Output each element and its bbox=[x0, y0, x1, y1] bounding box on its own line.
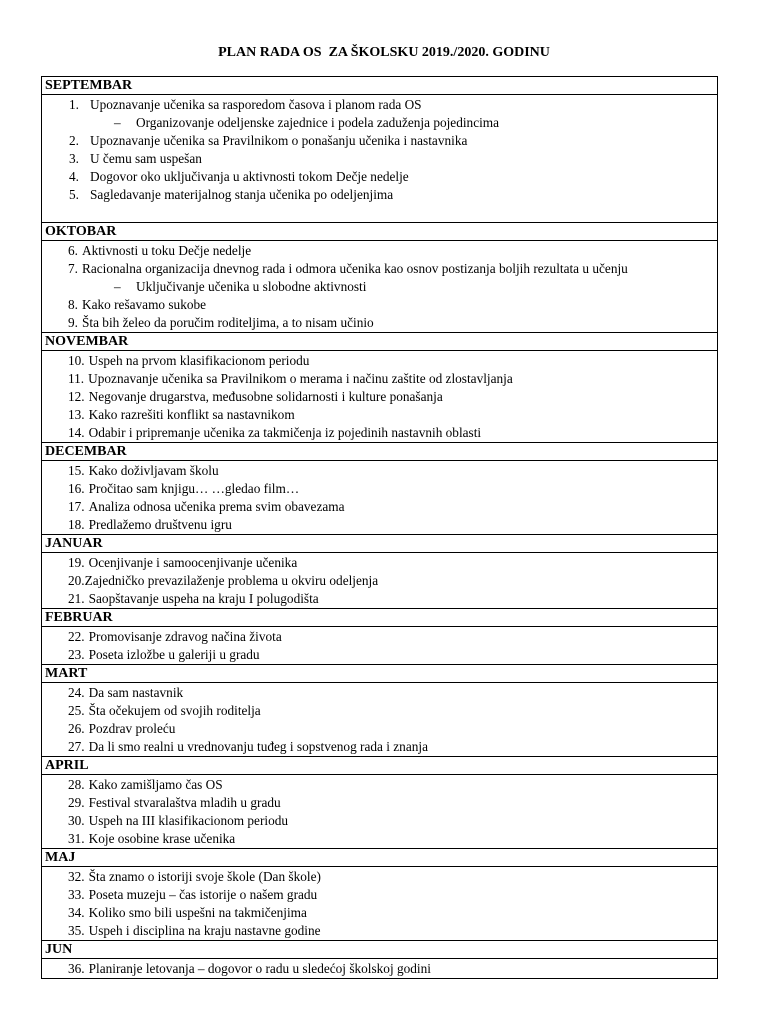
item-number: 20. bbox=[68, 573, 85, 588]
item-number: 23. bbox=[68, 647, 85, 662]
plan-item bbox=[42, 812, 717, 830]
plan-item bbox=[42, 370, 717, 388]
item-text: Organizovanje odeljenske zajednice i podela zaduženja pojedincima bbox=[136, 115, 500, 130]
item-text: Promovisanje zdravog načina života bbox=[88, 629, 282, 644]
plan-item bbox=[42, 388, 717, 406]
item-number: 33. bbox=[68, 887, 85, 902]
item-text: Dogovor oko uključivanja u aktivnosti tokom Dečje nedelje bbox=[90, 169, 409, 184]
item-number: 14. bbox=[68, 425, 85, 440]
plan-item bbox=[42, 904, 717, 922]
month-header: JANUAR bbox=[42, 535, 717, 553]
month-items bbox=[42, 867, 717, 940]
plan-item bbox=[42, 794, 717, 812]
plan-item bbox=[42, 628, 717, 646]
item-text: Kako rešavamo sukobe bbox=[81, 297, 207, 312]
month-header: DECEMBAR bbox=[42, 443, 717, 461]
item-text: Poseta izložbe u galeriji u gradu bbox=[88, 647, 260, 662]
item-number: 24. bbox=[68, 685, 85, 700]
month-block bbox=[42, 848, 717, 940]
item-number: 7. bbox=[68, 261, 78, 276]
item-text: Negovanje drugarstva, međusobne solidarnosti i kulture ponašanja bbox=[88, 389, 443, 404]
item-text: Upoznavanje učenika sa Pravilnikom o merama i načinu zaštite od zlostavljanja bbox=[88, 371, 513, 386]
item-text: Uspeh i disciplina na kraju nastavne godine bbox=[88, 923, 321, 938]
item-number: 18. bbox=[68, 517, 85, 532]
item-number: 10. bbox=[68, 353, 85, 368]
plan-item bbox=[42, 684, 717, 702]
item-number: 26. bbox=[68, 721, 85, 736]
plan-item bbox=[42, 424, 717, 442]
item-text: Upoznavanje učenika sa rasporedom časova i planom rada OS bbox=[90, 97, 422, 112]
plan-item bbox=[42, 186, 717, 204]
item-number: 3. bbox=[69, 151, 79, 166]
item-text: Poseta muzeju – čas istorije o našem gradu bbox=[88, 887, 318, 902]
sub-item bbox=[42, 114, 717, 132]
item-number: 22. bbox=[68, 629, 85, 644]
month-block bbox=[42, 77, 717, 222]
item-number: 6. bbox=[68, 243, 78, 258]
item-number: 17. bbox=[68, 499, 85, 514]
plan-item bbox=[42, 260, 717, 278]
plan-item bbox=[42, 150, 717, 168]
plan-item bbox=[42, 554, 717, 572]
item-number: 32. bbox=[68, 869, 85, 884]
plan-item bbox=[42, 886, 717, 904]
month-block bbox=[42, 442, 717, 534]
item-text: Predlažemo društvenu igru bbox=[88, 517, 232, 532]
plan-item bbox=[42, 830, 717, 848]
month-block bbox=[42, 222, 717, 332]
plan-item bbox=[42, 132, 717, 150]
item-text: Analiza odnosa učenika prema svim obavezama bbox=[88, 499, 345, 514]
plan-item bbox=[42, 646, 717, 664]
item-text: Šta očekujem od svojih roditelja bbox=[88, 703, 261, 718]
plan-item bbox=[42, 314, 717, 332]
month-header: APRIL bbox=[42, 757, 717, 775]
item-text: Odabir i pripremanje učenika za takmičenja iz pojedinih nastavnih oblasti bbox=[88, 425, 482, 440]
month-header: NOVEMBAR bbox=[42, 333, 717, 351]
plan-item bbox=[42, 352, 717, 370]
item-text: Planiranje letovanja – dogovor o radu u sledećoj školskoj godini bbox=[88, 961, 431, 976]
plan-item bbox=[42, 738, 717, 756]
month-header: FEBRUAR bbox=[42, 609, 717, 627]
item-text: Saopštavanje uspeha na kraju I polugodišta bbox=[88, 591, 319, 606]
month-block bbox=[42, 664, 717, 756]
item-number: 28. bbox=[68, 777, 85, 792]
plan-item bbox=[42, 96, 717, 114]
item-number: 31. bbox=[68, 831, 85, 846]
plan-item bbox=[42, 516, 717, 534]
blank-line bbox=[42, 204, 717, 222]
month-block bbox=[42, 332, 717, 442]
item-text: Sagledavanje materijalnog stanja učenika po odeljenjima bbox=[90, 187, 394, 202]
plan-table bbox=[41, 76, 718, 979]
plan-item bbox=[42, 406, 717, 424]
item-number: 2. bbox=[69, 133, 79, 148]
item-number: 21. bbox=[68, 591, 85, 606]
document-title: PLAN RADA OS ZA ŠKOLSKU 2019./2020. GODINU bbox=[218, 45, 550, 60]
item-number: 5. bbox=[69, 187, 79, 202]
item-text: Racionalna organizacija dnevnog rada i odmora učenika kao osnov postizanja boljih rezultata u učenju bbox=[81, 261, 628, 276]
month-block bbox=[42, 940, 717, 978]
item-text: Festival stvaralaštva mladih u gradu bbox=[88, 795, 281, 810]
item-text: Pozdrav proleću bbox=[88, 721, 176, 736]
item-text: Kako razrešiti konflikt sa nastavnikom bbox=[88, 407, 295, 422]
item-number: 36. bbox=[68, 961, 85, 976]
item-number: 8. bbox=[68, 297, 78, 312]
item-number: 12. bbox=[68, 389, 85, 404]
item-text: Uspeh na III klasifikacionom periodu bbox=[88, 813, 289, 828]
item-number: 34. bbox=[68, 905, 85, 920]
item-text: Šta bih želeo da poručim roditeljima, a to nisam učinio bbox=[81, 315, 374, 330]
month-items bbox=[42, 553, 717, 608]
item-number: 25. bbox=[68, 703, 85, 718]
item-text: Da li smo realni u vrednovanju tuđeg i sopstvenog rada i znanja bbox=[88, 739, 428, 754]
plan-item bbox=[42, 242, 717, 260]
item-text: Da sam nastavnik bbox=[88, 685, 184, 700]
month-items bbox=[42, 241, 717, 332]
item-text: Pročitao sam knjigu… …gledao film… bbox=[88, 481, 300, 496]
item-number: 15. bbox=[68, 463, 85, 478]
item-number: 30. bbox=[68, 813, 85, 828]
item-text: Aktivnosti u toku Dečje nedelje bbox=[81, 243, 252, 258]
item-dash: – bbox=[114, 279, 121, 294]
month-items bbox=[42, 959, 717, 978]
plan-item bbox=[42, 590, 717, 608]
month-header: MAJ bbox=[42, 849, 717, 867]
month-items bbox=[42, 461, 717, 534]
item-text: Uključivanje učenika u slobodne aktivnosti bbox=[136, 279, 367, 294]
item-number: 9. bbox=[68, 315, 78, 330]
item-text: Šta znamo o istoriji svoje škole (Dan škole) bbox=[88, 869, 321, 884]
month-block bbox=[42, 756, 717, 848]
plan-item bbox=[42, 462, 717, 480]
plan-item bbox=[42, 960, 717, 978]
item-text: Uspeh na prvom klasifikacionom periodu bbox=[88, 353, 310, 368]
plan-item bbox=[42, 572, 717, 590]
month-block bbox=[42, 608, 717, 664]
plan-item bbox=[42, 922, 717, 940]
item-number: 16. bbox=[68, 481, 85, 496]
item-number: 27. bbox=[68, 739, 85, 754]
plan-item bbox=[42, 868, 717, 886]
item-text: Koje osobine krase učenika bbox=[88, 831, 236, 846]
month-items bbox=[42, 351, 717, 442]
plan-item bbox=[42, 296, 717, 314]
month-block bbox=[42, 534, 717, 608]
plan-item bbox=[42, 168, 717, 186]
item-number: 13. bbox=[68, 407, 85, 422]
plan-item bbox=[42, 720, 717, 738]
month-items bbox=[42, 95, 717, 222]
item-number: 11. bbox=[68, 371, 85, 386]
month-header: JUN bbox=[42, 941, 717, 959]
month-header: OKTOBAR bbox=[42, 223, 717, 241]
plan-item bbox=[42, 498, 717, 516]
month-items bbox=[42, 683, 717, 756]
month-header: SEPTEMBAR bbox=[42, 77, 717, 95]
plan-item bbox=[42, 702, 717, 720]
item-number: 1. bbox=[69, 97, 79, 112]
plan-item bbox=[42, 480, 717, 498]
item-dash: – bbox=[114, 115, 121, 130]
month-items bbox=[42, 775, 717, 848]
month-items bbox=[42, 627, 717, 664]
item-text: Ocenjivanje i samoocenjivanje učenika bbox=[88, 555, 298, 570]
sub-item bbox=[42, 278, 717, 296]
item-text: Kako doživljavam školu bbox=[88, 463, 219, 478]
item-number: 4. bbox=[69, 169, 79, 184]
item-number: 29. bbox=[68, 795, 85, 810]
plan-item bbox=[42, 776, 717, 794]
item-number: 19. bbox=[68, 555, 85, 570]
month-header: MART bbox=[42, 665, 717, 683]
item-text: Kako zamišljamo čas OS bbox=[88, 777, 223, 792]
item-text: U čemu sam uspešan bbox=[90, 151, 202, 166]
item-text: Zajedničko prevazilaženje problema u okviru odeljenja bbox=[84, 573, 379, 588]
item-text: Upoznavanje učenika sa Pravilnikom o ponašanju učenika i nastavnika bbox=[90, 133, 468, 148]
item-number: 35. bbox=[68, 923, 85, 938]
item-text: Koliko smo bili uspešni na takmičenjima bbox=[88, 905, 307, 920]
